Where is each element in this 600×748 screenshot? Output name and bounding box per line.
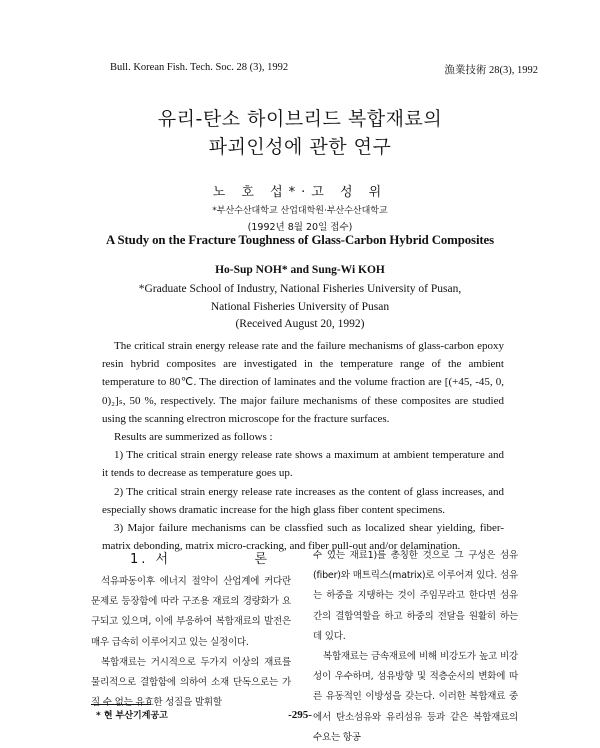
english-received-date: (Received August 20, 1992) [235,318,365,330]
abstract-result-1: 1) The critical strain energy release rate shows a maximum at ambient temperature and it tends to decrease as temperature goes up. [102,449,504,480]
korean-received-date: (1992년 8월 20일 접수) [247,222,353,233]
section-number: 1. 서 [130,552,172,567]
english-authors: Ho-Sup NOH* and Sung-Wi KOH [215,264,385,276]
korean-title-line2: 파괴인성에 관한 연구 [208,136,392,158]
running-header-right: 漁業技術 28(3), 1992 [444,65,538,76]
korean-title-line1: 유리-탄소 하이브리드 복합재료의 [157,108,443,130]
body-right-paragraph-2: 복합재료는 금속재료에 비해 비강도가 높고 비강성이 우수하며, 섬유방향 및 적층순서의 변화에 따른 유동적인 이방성을 갖는다. 이러한 복합재료 중에서 탄소섬유와 유리섬유 등과 같은 복합재료의 수요는 항공 [313,651,518,743]
body-right-paragraph-1: 수 있는 재료1)를 총칭한 것으로 그 구성은 섬유(fiber)와 매트릭스(matrix)로 이루어져 있다. 섬유는 하중을 지탱하는 것이 주임무라고 한다면 섬유간의 결합역할을 하고 하중의 전달을 원활히 하는데 있다. [313,550,518,642]
english-affiliation-line1: *Graduate School of Industry, National Fisheries University of Pusan, [138,283,462,295]
korean-authors: 노 호 섭*·고 성 위 [212,185,388,200]
footnote-rule [91,704,151,705]
body-left-paragraph-1: 석유파동이후 에너지 절약이 산업계에 커다란 문제로 등장함에 따라 구조용 재료의 경량화가 요구되고 있으며, 이에 부응하여 복합재료의 발전은 매우 급속히 이루어지고 있는 실정이다. [91,576,291,648]
abstract [102,337,504,555]
section-heading-introduction [130,548,270,567]
korean-affiliation: *부산수산대학교 산업대학원·부산수산대학교 [212,206,388,216]
abstract-summary-lead: Results are summerized as follows : [114,431,273,444]
body-column-left [91,572,291,713]
running-header-left: Bull. Korean Fish. Tech. Soc. 28 (3), 1992 [110,62,289,73]
page-number: -295- [288,709,312,721]
footnote: * 현 부산기계공고 [96,711,168,721]
abstract-result-3: 3) Major failure mechanisms can be classfied such as localized shear yielding, fiber-matrix debonding, matrix micro-cracking, and fiber pull-out and/or delamination. [102,522,504,553]
abstract-intro: The critical strain energy release rate and the failure mechanisms of glass-carbon epoxy resin hybrid composites are investigated in the temperature range of the ambient temperature to 80℃. The direction of laminates and the volume fraction are [(+45, -45, 0, 0)₂]ₛ, 50 %, respectively. The major failure mechanisms of these composites are studied using the scanning elrectron microscope for the fracture surfaces. [102,340,504,425]
english-affiliation-line2: National Fisheries University of Pusan [210,301,390,313]
body-left-paragraph-2: 복합재료는 거시적으로 두가지 이상의 재료를 물리적으로 결합함에 의하여 소재 단독으로는 가질 수 없는 유효한 성질을 발휘할 [91,656,291,709]
english-title: A Study on the Fracture Toughness of Glass-Carbon Hybrid Composites [105,233,495,247]
section-title: 론 [254,552,270,567]
abstract-result-2: 2) The critical strain energy release rate increases as the content of glass increases, and especially shows dramatic increase for the high glass fiber content specimens. [102,485,504,516]
